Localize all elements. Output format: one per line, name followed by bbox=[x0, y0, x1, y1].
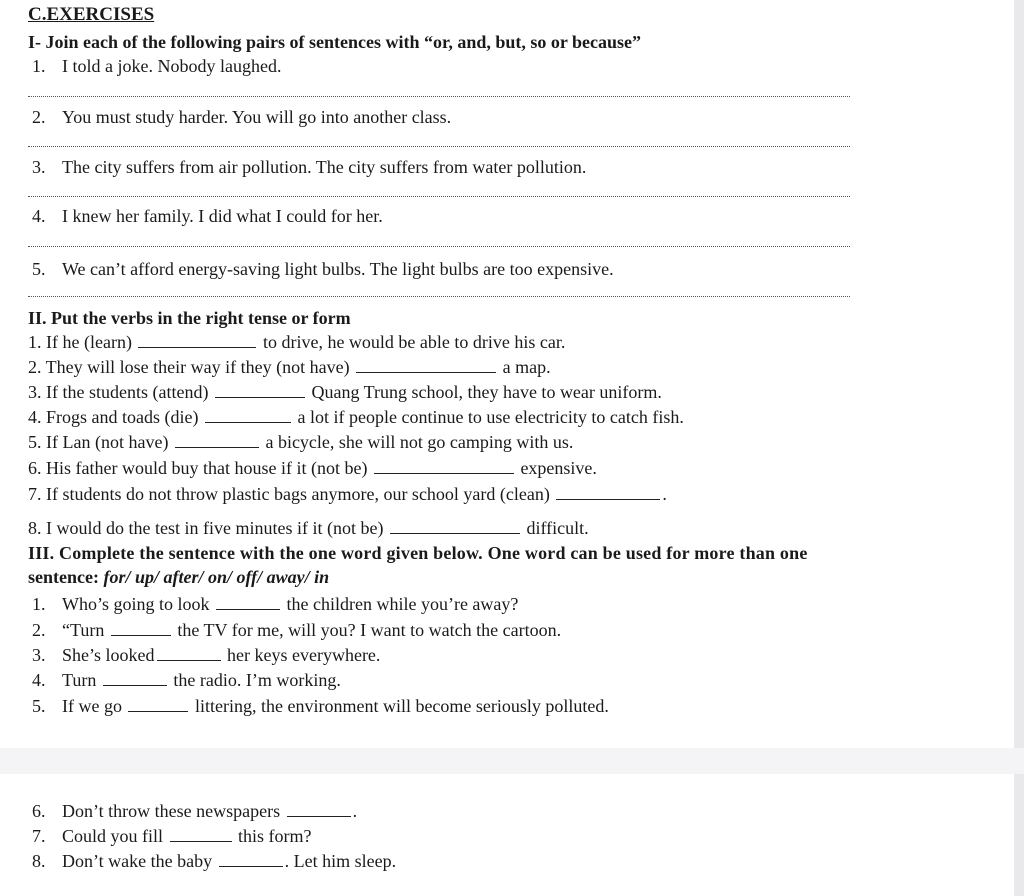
item-text: I knew her family. I did what I could for her. bbox=[62, 206, 383, 226]
answer-blank[interactable] bbox=[215, 381, 305, 398]
part2-item-2 bbox=[28, 356, 551, 378]
answer-blank[interactable] bbox=[219, 850, 283, 867]
item-text-before: Don’t wake the baby bbox=[62, 851, 213, 871]
item-number: 5. bbox=[32, 696, 46, 716]
item-text-after: littering, the environment will become seriously polluted. bbox=[194, 696, 609, 716]
answer-blank[interactable] bbox=[216, 593, 280, 610]
part2-item-8 bbox=[28, 517, 589, 539]
section-title: C.EXERCISES bbox=[28, 4, 155, 25]
part2-item-4 bbox=[28, 406, 684, 428]
item-text-after: this form? bbox=[238, 826, 312, 846]
item-number: 3. bbox=[32, 157, 46, 177]
answer-blank[interactable] bbox=[111, 619, 171, 636]
answer-blank[interactable] bbox=[128, 695, 188, 712]
answer-line-3[interactable] bbox=[28, 196, 850, 197]
item-text-after: the children while you’re away? bbox=[286, 594, 519, 614]
item-text-after: a lot if people continue to use electricity to catch fish. bbox=[297, 407, 684, 427]
item-number: 8. bbox=[32, 851, 46, 871]
answer-blank[interactable] bbox=[356, 356, 496, 373]
part2-item-7 bbox=[28, 483, 667, 505]
item-text-after: to drive, he would be able to drive his car. bbox=[262, 332, 566, 352]
part1-item-5 bbox=[32, 258, 614, 280]
part2-item-6 bbox=[28, 457, 597, 479]
part3-item-6 bbox=[32, 800, 357, 822]
item-text-before: “Turn bbox=[62, 620, 105, 640]
item-text-before: She’s looked bbox=[62, 645, 155, 665]
answer-blank[interactable] bbox=[205, 406, 291, 423]
item-number: 3. bbox=[32, 645, 46, 665]
item-text: We can’t afford energy-saving light bulbs. The light bulbs are too expensive. bbox=[62, 259, 614, 279]
part2-item-1 bbox=[28, 331, 565, 353]
item-text-before: 1. If he (learn) bbox=[28, 332, 132, 352]
answer-line-1[interactable] bbox=[28, 96, 850, 97]
item-text-after: her keys everywhere. bbox=[227, 645, 381, 665]
item-text-after: the TV for me, will you? I want to watch the cartoon. bbox=[177, 620, 562, 640]
item-text: The city suffers from air pollution. The city suffers from water pollution. bbox=[62, 157, 587, 177]
item-text-after: . bbox=[662, 484, 667, 504]
word-list-words: for/ up/ after/ on/ off/ away/ in bbox=[103, 567, 330, 587]
part3-item-7 bbox=[32, 825, 312, 847]
item-number: 6. bbox=[32, 801, 46, 821]
item-text: You must study harder. You will go into another class. bbox=[62, 107, 452, 127]
part3-item-1 bbox=[32, 593, 518, 615]
answer-blank[interactable] bbox=[170, 825, 232, 842]
item-text-before: 4. Frogs and toads (die) bbox=[28, 407, 199, 427]
page-gap bbox=[0, 748, 1024, 774]
answer-blank[interactable] bbox=[374, 457, 514, 474]
item-number: 4. bbox=[32, 670, 46, 690]
answer-blank[interactable] bbox=[175, 431, 259, 448]
part3-item-8 bbox=[32, 850, 396, 872]
part2-item-3 bbox=[28, 381, 662, 403]
item-text-before: 2. They will lose their way if they (not have) bbox=[28, 357, 350, 377]
item-number: 1. bbox=[32, 594, 46, 614]
part3-heading: III. Complete the sentence with the one word given below. One word can be used for more than one bbox=[28, 543, 808, 563]
part1-heading: I- Join each of the following pairs of sentences with “or, and, but, so or because” bbox=[28, 32, 642, 52]
part1-item-1 bbox=[32, 55, 281, 77]
part1-item-3 bbox=[32, 156, 586, 178]
answer-blank[interactable] bbox=[103, 669, 167, 686]
item-text-before: 8. I would do the test in five minutes if it (not be) bbox=[28, 518, 384, 538]
item-text-before: Could you fill bbox=[62, 826, 164, 846]
item-number: 5. bbox=[32, 259, 46, 279]
part2-heading: II. Put the verbs in the right tense or form bbox=[28, 308, 351, 328]
item-text-after: . Let him sleep. bbox=[284, 851, 397, 871]
part3-item-3 bbox=[32, 644, 380, 666]
item-text-before: If we go bbox=[62, 696, 122, 716]
item-number: 7. bbox=[32, 826, 46, 846]
item-text-before: Who’s going to look bbox=[62, 594, 210, 614]
answer-blank[interactable] bbox=[556, 483, 660, 500]
item-text-after: Quang Trung school, they have to wear uniform. bbox=[311, 382, 662, 402]
item-text-after: . bbox=[352, 801, 358, 821]
answer-line-5[interactable] bbox=[28, 296, 850, 297]
answer-line-4[interactable] bbox=[28, 246, 850, 247]
item-number: 4. bbox=[32, 206, 46, 226]
item-text-before: 7. If students do not throw plastic bags anymore, our school yard (clean) bbox=[28, 484, 550, 504]
item-text-after: a map. bbox=[502, 357, 551, 377]
answer-line-2[interactable] bbox=[28, 146, 850, 147]
part1-item-2 bbox=[32, 106, 451, 128]
item-text-after: a bicycle, she will not go camping with us. bbox=[265, 432, 574, 452]
item-number: 2. bbox=[32, 620, 46, 640]
part3-word-list bbox=[28, 566, 329, 588]
word-list-label: sentence: bbox=[28, 567, 104, 587]
item-text-after: expensive. bbox=[520, 458, 597, 478]
part3-item-5 bbox=[32, 695, 609, 717]
answer-blank[interactable] bbox=[138, 331, 256, 348]
item-text: I told a joke. Nobody laughed. bbox=[62, 56, 282, 76]
answer-blank[interactable] bbox=[287, 800, 351, 817]
part3-item-2 bbox=[32, 619, 561, 641]
item-text-before: Don’t throw these newspapers bbox=[62, 801, 281, 821]
item-text-before: Turn bbox=[62, 670, 97, 690]
part2-item-5 bbox=[28, 431, 573, 453]
item-number: 1. bbox=[32, 56, 46, 76]
item-text-before: 6. His father would buy that house if it (not be) bbox=[28, 458, 368, 478]
part1-item-4 bbox=[32, 205, 383, 227]
answer-blank[interactable] bbox=[390, 517, 520, 534]
item-text-after: the radio. I’m working. bbox=[173, 670, 341, 690]
item-number: 2. bbox=[32, 107, 46, 127]
item-text-after: difficult. bbox=[526, 518, 589, 538]
part3-item-4 bbox=[32, 669, 341, 691]
item-text-before: 3. If the students (attend) bbox=[28, 382, 209, 402]
item-text-before: 5. If Lan (not have) bbox=[28, 432, 169, 452]
answer-blank[interactable] bbox=[157, 644, 221, 661]
